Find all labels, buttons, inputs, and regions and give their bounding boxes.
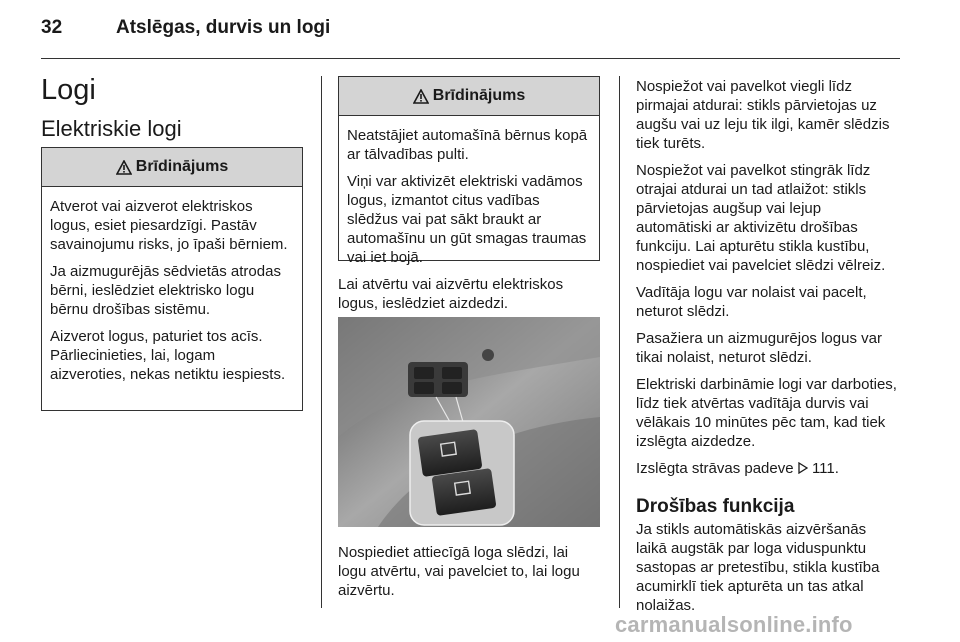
column-divider-2 bbox=[619, 76, 620, 608]
body-paragraph: Nospiežot vai pavelkot viegli līdz pirmajai atdurai: stikls pārvietojas uz augšu vai uz leju tik ilgi, kamēr slēdzis tiek turēts. bbox=[636, 78, 890, 152]
warning-label-2: Brīdinājums bbox=[432, 87, 526, 104]
ignition-text: Izslēgta strāvas padeve bbox=[636, 460, 794, 477]
window-switch-illustration bbox=[338, 317, 600, 527]
warning-box-2 bbox=[338, 76, 600, 266]
warning-header-1 bbox=[42, 148, 302, 187]
section-title: Logi bbox=[41, 74, 96, 106]
safety-function-heading: Drošības funkcija bbox=[636, 496, 795, 517]
body-paragraph: Pasažiera un aizmugurējos logus var tikai nolaist, neturot slēdzi. bbox=[636, 330, 882, 366]
window-switch-photo bbox=[338, 317, 600, 527]
body-paragraph: Elektriski darbināmie logi var darboties, līdz tiek atvērtas vadītāja durvis vai vēlākais 10 minūtes pēc tam, kad tiek izslēgta aizdedze. bbox=[636, 376, 897, 450]
warning-triangle-icon bbox=[116, 160, 132, 175]
reference-arrow-icon bbox=[798, 460, 808, 472]
warning-box-1 bbox=[41, 147, 303, 411]
intro-text: Lai atvērtu vai aizvērtu elektriskos logus, ieslēdziet aizdedzi. bbox=[338, 276, 564, 312]
warning1-paragraph: Aizverot logus, paturiet tos acīs. Pārliecinieties, lai, logam aizveroties, nekas netiktu iespiests. bbox=[50, 328, 286, 383]
warning2-paragraph: Viņi var aktivizēt elektriski vadāmos logus, izmantot citus vadības slēdžus vai pat sākt braukt ar automašīnu un gūt smagas traumas vai iet bojā. bbox=[347, 173, 587, 266]
header-rule bbox=[41, 58, 900, 59]
section-subtitle: Elektriskie logi bbox=[41, 116, 182, 141]
warning2-paragraph: Neatstājiet automašīnā bērnus kopā ar tālvadības pulti. bbox=[347, 127, 588, 163]
photo-caption: Nospiediet attiecīgā loga slēdzi, lai logu atvērtu, vai pavelciet to, lai logu aizvērtu. bbox=[338, 544, 580, 599]
page-number: 32 bbox=[41, 17, 63, 38]
body-paragraph: Vadītāja logu var nolaist vai pacelt, neturot slēdzi. bbox=[636, 284, 867, 320]
body-paragraph: Nospiežot vai pavelkot stingrāk līdz otrajai atdurai un tad atlaižot: stikls pārvietojas augšup vai lejup automātiski ar aktivizētu drošības funkciju. Lai apturētu stikla kustību, nospiediet vai pavelciet slēdzi vēlreiz. bbox=[636, 162, 886, 274]
chapter-title: Atslēgas, durvis un logi bbox=[116, 17, 331, 38]
column-divider-1 bbox=[321, 76, 322, 608]
ignition-reference bbox=[636, 459, 901, 478]
warning-triangle-icon bbox=[413, 89, 429, 104]
warning1-paragraph: Ja aizmugurējās sēdvietās atrodas bērni, ieslēdziet elektrisko logu bērnu drošības sistēmu. bbox=[50, 263, 281, 318]
warning-header-2 bbox=[339, 77, 599, 116]
watermark: carmanualsonline.info bbox=[615, 612, 853, 637]
warning1-paragraph: Atverot vai aizverot elektriskos logus, esiet piesardzīgi. Pastāv savainojumu risks, jo īpaši bērniem. bbox=[50, 198, 288, 253]
column-3 bbox=[636, 77, 901, 623]
safety-function-text: Ja stikls automātiskās aizvēršanās laikā augstāk par loga viduspunktu sastopas ar pretestību, stikla kustība acumirklī tiek apturēta un tas atkal nolaižas. bbox=[636, 521, 880, 614]
warning-label-1: Brīdinājums bbox=[135, 158, 229, 175]
ignition-page-ref[interactable]: 111. bbox=[811, 460, 839, 477]
